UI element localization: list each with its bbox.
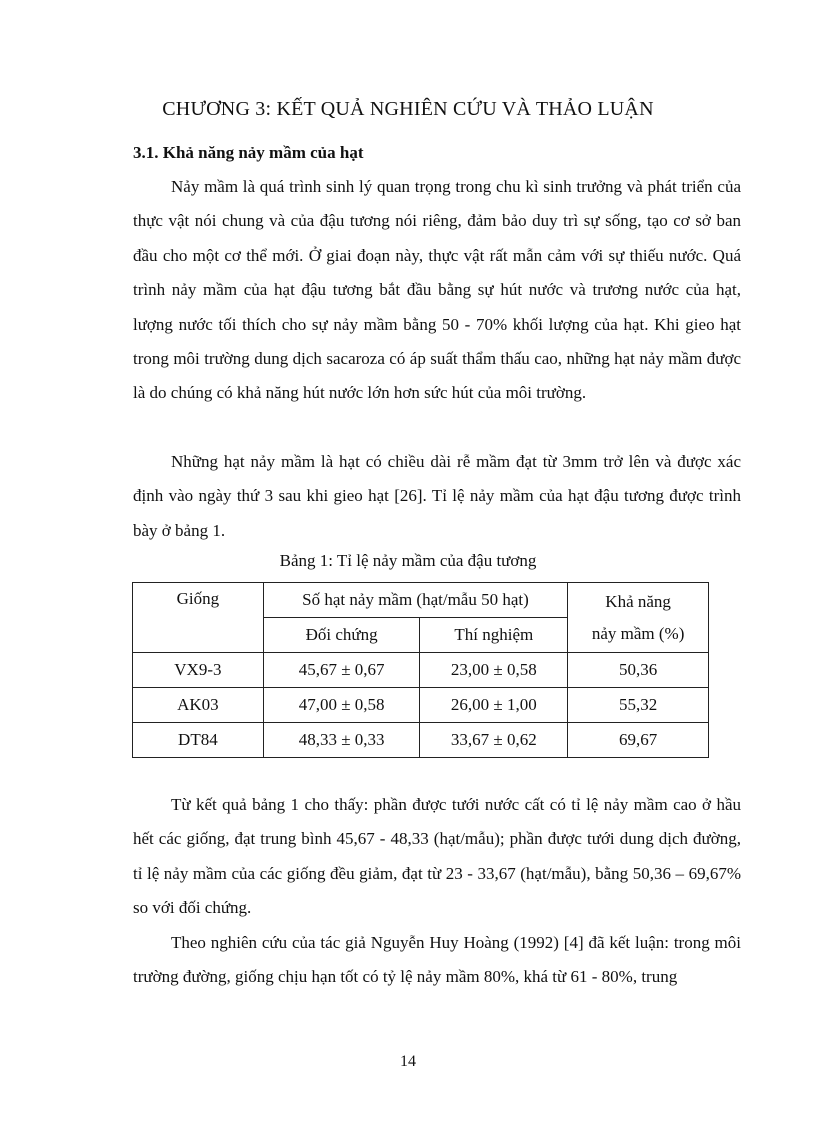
- table-row: [133, 723, 709, 758]
- header-ability-line1: Khả năng: [605, 591, 671, 611]
- cell-experiment: 23,00 ± 0,58: [420, 653, 568, 688]
- cell-experiment: 33,67 ± 0,62: [420, 723, 568, 758]
- header-ability: [568, 583, 709, 653]
- header-variety: Giống: [133, 583, 264, 653]
- cell-control: 47,00 ± 0,58: [263, 688, 420, 723]
- cell-variety: DT84: [133, 723, 264, 758]
- table-row: [133, 653, 709, 688]
- cell-variety: VX9-3: [133, 653, 264, 688]
- header-seeds: Số hạt nảy mầm (hạt/mẫu 50 hạt): [263, 583, 567, 618]
- section-heading: 3.1. Khả năng nảy mầm của hạt: [133, 143, 364, 162]
- header-ability-line2: nảy mầm (%): [591, 623, 685, 643]
- body-paragraph: Những hạt nảy mầm là hạt có chiều dài rễ mầm đạt từ 3mm trở lên và được xác định vào ngày thứ 3 sau khi gieo hạt [26]. Tỉ lệ nảy mầm của hạt đậu tương được trình bày ở bảng 1.: [133, 452, 741, 540]
- cell-variety: AK03: [133, 688, 264, 723]
- body-paragraph: Theo nghiên cứu của tác giả Nguyễn Huy Hoàng (1992) [4] đã kết luận: trong môi trường đường, giống chịu hạn tốt có tỷ lệ nảy mầm 80%, khá từ 61 - 80%, trung: [133, 933, 741, 987]
- body-paragraph: Nảy mầm là quá trình sinh lý quan trọng trong chu kì sinh trưởng và phát triển của thực vật nói chung và của đậu tương nói riêng, đảm bảo duy trì sự sống, tạo cơ sở ban đầu cho một cơ thể mới. Ở giai đoạn này, thực vật rất mẫn cảm với sự thiếu nước. Quá trình nảy mầm của hạt đậu tương bắt đầu bằng sự hút nước và trương nước của hạt, lượng nước tối thích cho sự nảy mầm bằng 50 - 70% khối lượng của hạt. Khi gieo hạt trong môi trường dung dịch sacaroza có áp suất thẩm thấu cao, những hạt nảy mầm được là do chúng có khả năng hút nước lớn hơn sức hút của môi trường.: [133, 177, 741, 403]
- cell-control: 48,33 ± 0,33: [263, 723, 420, 758]
- cell-ability: 50,36: [568, 653, 709, 688]
- table-row: [133, 688, 709, 723]
- header-control: Đối chứng: [263, 618, 420, 653]
- page-number: 14: [400, 1053, 416, 1070]
- table-caption: Bảng 1: Tỉ lệ nảy mầm của đậu tương: [279, 551, 537, 570]
- cell-control: 45,67 ± 0,67: [263, 653, 420, 688]
- cell-ability: 55,32: [568, 688, 709, 723]
- germination-table: [132, 582, 709, 758]
- cell-ability: 69,67: [568, 723, 709, 758]
- header-experiment: Thí nghiệm: [420, 618, 568, 653]
- chapter-title: CHƯƠNG 3: KẾT QUẢ NGHIÊN CỨU VÀ THẢO LUẬN: [162, 98, 654, 120]
- cell-experiment: 26,00 ± 1,00: [420, 688, 568, 723]
- body-paragraph: Từ kết quả bảng 1 cho thấy: phần được tưới nước cất có tỉ lệ nảy mầm cao ở hầu hết các giống, đạt trung bình 45,67 - 48,33 (hạt/mẫu); phần được tưới dung dịch đường, tỉ lệ nảy mầm của các giống đều giảm, đạt từ 23 - 33,67 (hạt/mẫu), bằng 50,36 – 69,67% so với đối chứng.: [133, 795, 741, 918]
